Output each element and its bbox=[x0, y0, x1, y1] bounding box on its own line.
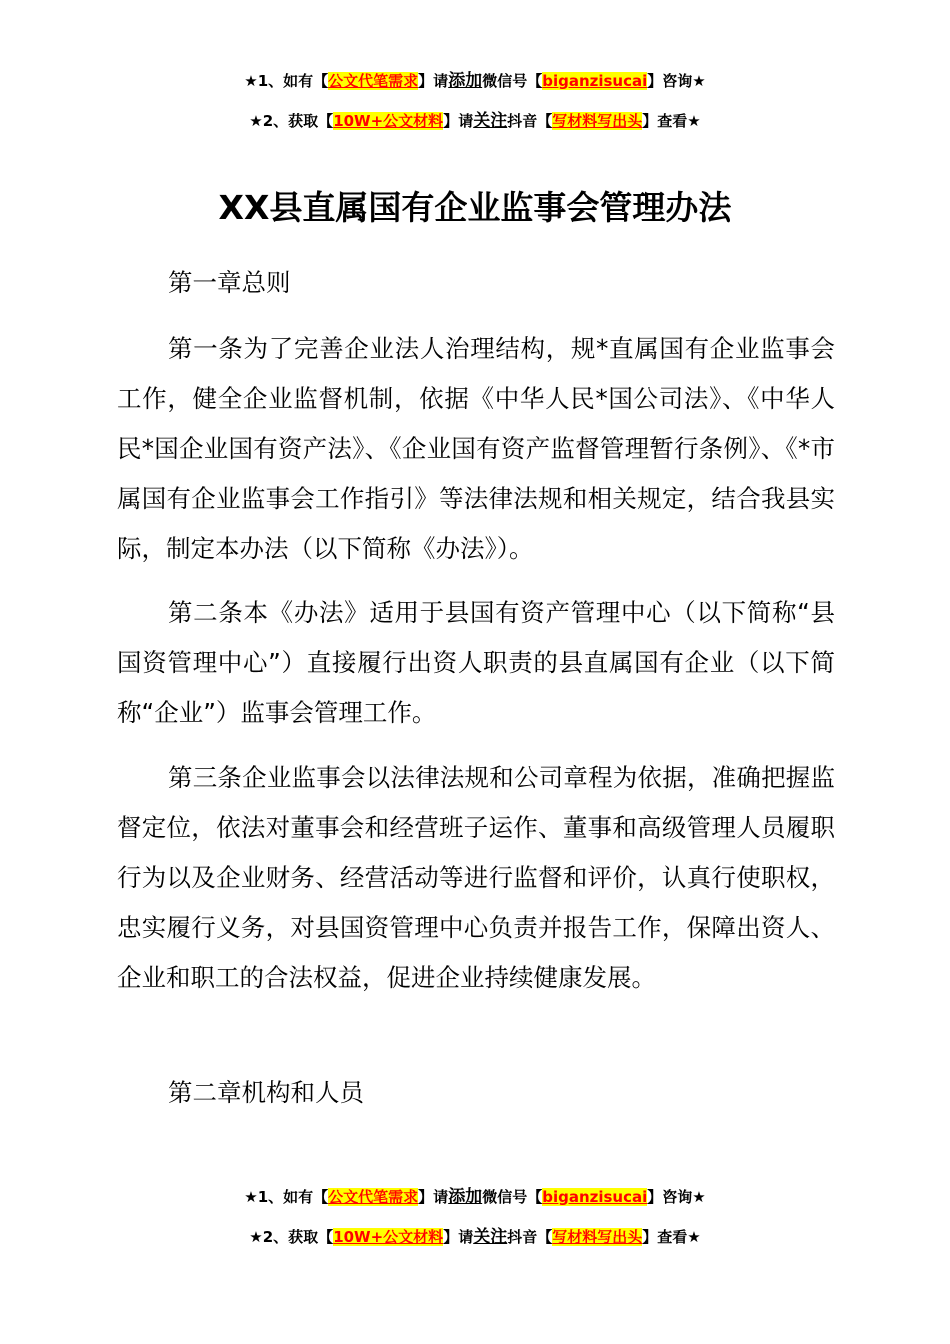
article-1: 第一条为了完善企业法人治理结构，规*直属国有企业监事会工作，健全企业监督机制，依据《中华人民*国公司法》、《中华人民*国企业国有资产法》、《企业国有资产监督管理暂行条例》、《*市属国有企业监事会工作指引》等法律法规和相关规定，结合我县实际，制定本办法（以下简称《办法》）。 bbox=[117, 334, 835, 563]
promo-text: 抖音【 bbox=[507, 1228, 553, 1246]
document-title: XX县直属国有企业监事会管理办法 bbox=[218, 188, 732, 227]
promo-line-2-bottom bbox=[0, 1227, 950, 1247]
promo-text: 】请 bbox=[443, 1228, 474, 1246]
promo-prefix: ★1、如有【 bbox=[244, 72, 329, 90]
chapter-2-heading: 第二章机构和人员 bbox=[168, 1078, 364, 1107]
promo-line-1-top bbox=[0, 71, 950, 91]
promo-underline: 关注 bbox=[473, 1227, 508, 1247]
promo-wechat-id: biganzisucai bbox=[542, 1188, 648, 1206]
promo-douyin-id: 写材料写出头 bbox=[552, 112, 643, 130]
promo-text: 抖音【 bbox=[507, 112, 553, 130]
promo-prefix: ★2、获取【 bbox=[249, 1228, 334, 1246]
promo-underline: 关注 bbox=[473, 111, 508, 131]
promo-text: 微信号【 bbox=[482, 1188, 543, 1206]
promo-highlight: 10W+公文材料 bbox=[333, 112, 444, 130]
promo-suffix: 】查看★ bbox=[642, 1228, 701, 1246]
promo-text: 】请 bbox=[418, 1188, 449, 1206]
article-3: 第三条企业监事会以法律法规和公司章程为依据，准确把握监督定位，依法对董事会和经营班子运作、董事和高级管理人员履职行为以及企业财务、经营活动等进行监督和评价，认真行使职权，忠实履行义务，对县国资管理中心负责并报告工作，保障出资人、企业和职工的合法权益，促进企业持续健康发展。 bbox=[117, 763, 835, 992]
promo-text: 】请 bbox=[418, 72, 449, 90]
article-2: 第二条本《办法》适用于县国有资产管理中心（以下简称“县国资管理中心”）直接履行出资人职责的县直属国有企业（以下简称“企业”）监事会管理工作。 bbox=[117, 598, 835, 727]
promo-highlight: 公文代笔需求 bbox=[328, 72, 419, 90]
promo-douyin-id: 写材料写出头 bbox=[552, 1228, 643, 1246]
promo-suffix: 】咨询★ bbox=[647, 1188, 706, 1206]
chapter-1-heading: 第一章总则 bbox=[168, 268, 291, 297]
promo-prefix: ★1、如有【 bbox=[244, 1188, 329, 1206]
promo-highlight: 公文代笔需求 bbox=[328, 1188, 419, 1206]
promo-underline: 添加 bbox=[448, 71, 483, 91]
promo-underline: 添加 bbox=[448, 1187, 483, 1207]
promo-highlight: 10W+公文材料 bbox=[333, 1228, 444, 1246]
promo-suffix: 】咨询★ bbox=[647, 72, 706, 90]
promo-wechat-id: biganzisucai bbox=[542, 72, 648, 90]
promo-prefix: ★2、获取【 bbox=[249, 112, 334, 130]
promo-text: 】请 bbox=[443, 112, 474, 130]
promo-suffix: 】查看★ bbox=[642, 112, 701, 130]
promo-line-2-top bbox=[0, 111, 950, 131]
promo-text: 微信号【 bbox=[482, 72, 543, 90]
promo-line-1-bottom bbox=[0, 1187, 950, 1207]
